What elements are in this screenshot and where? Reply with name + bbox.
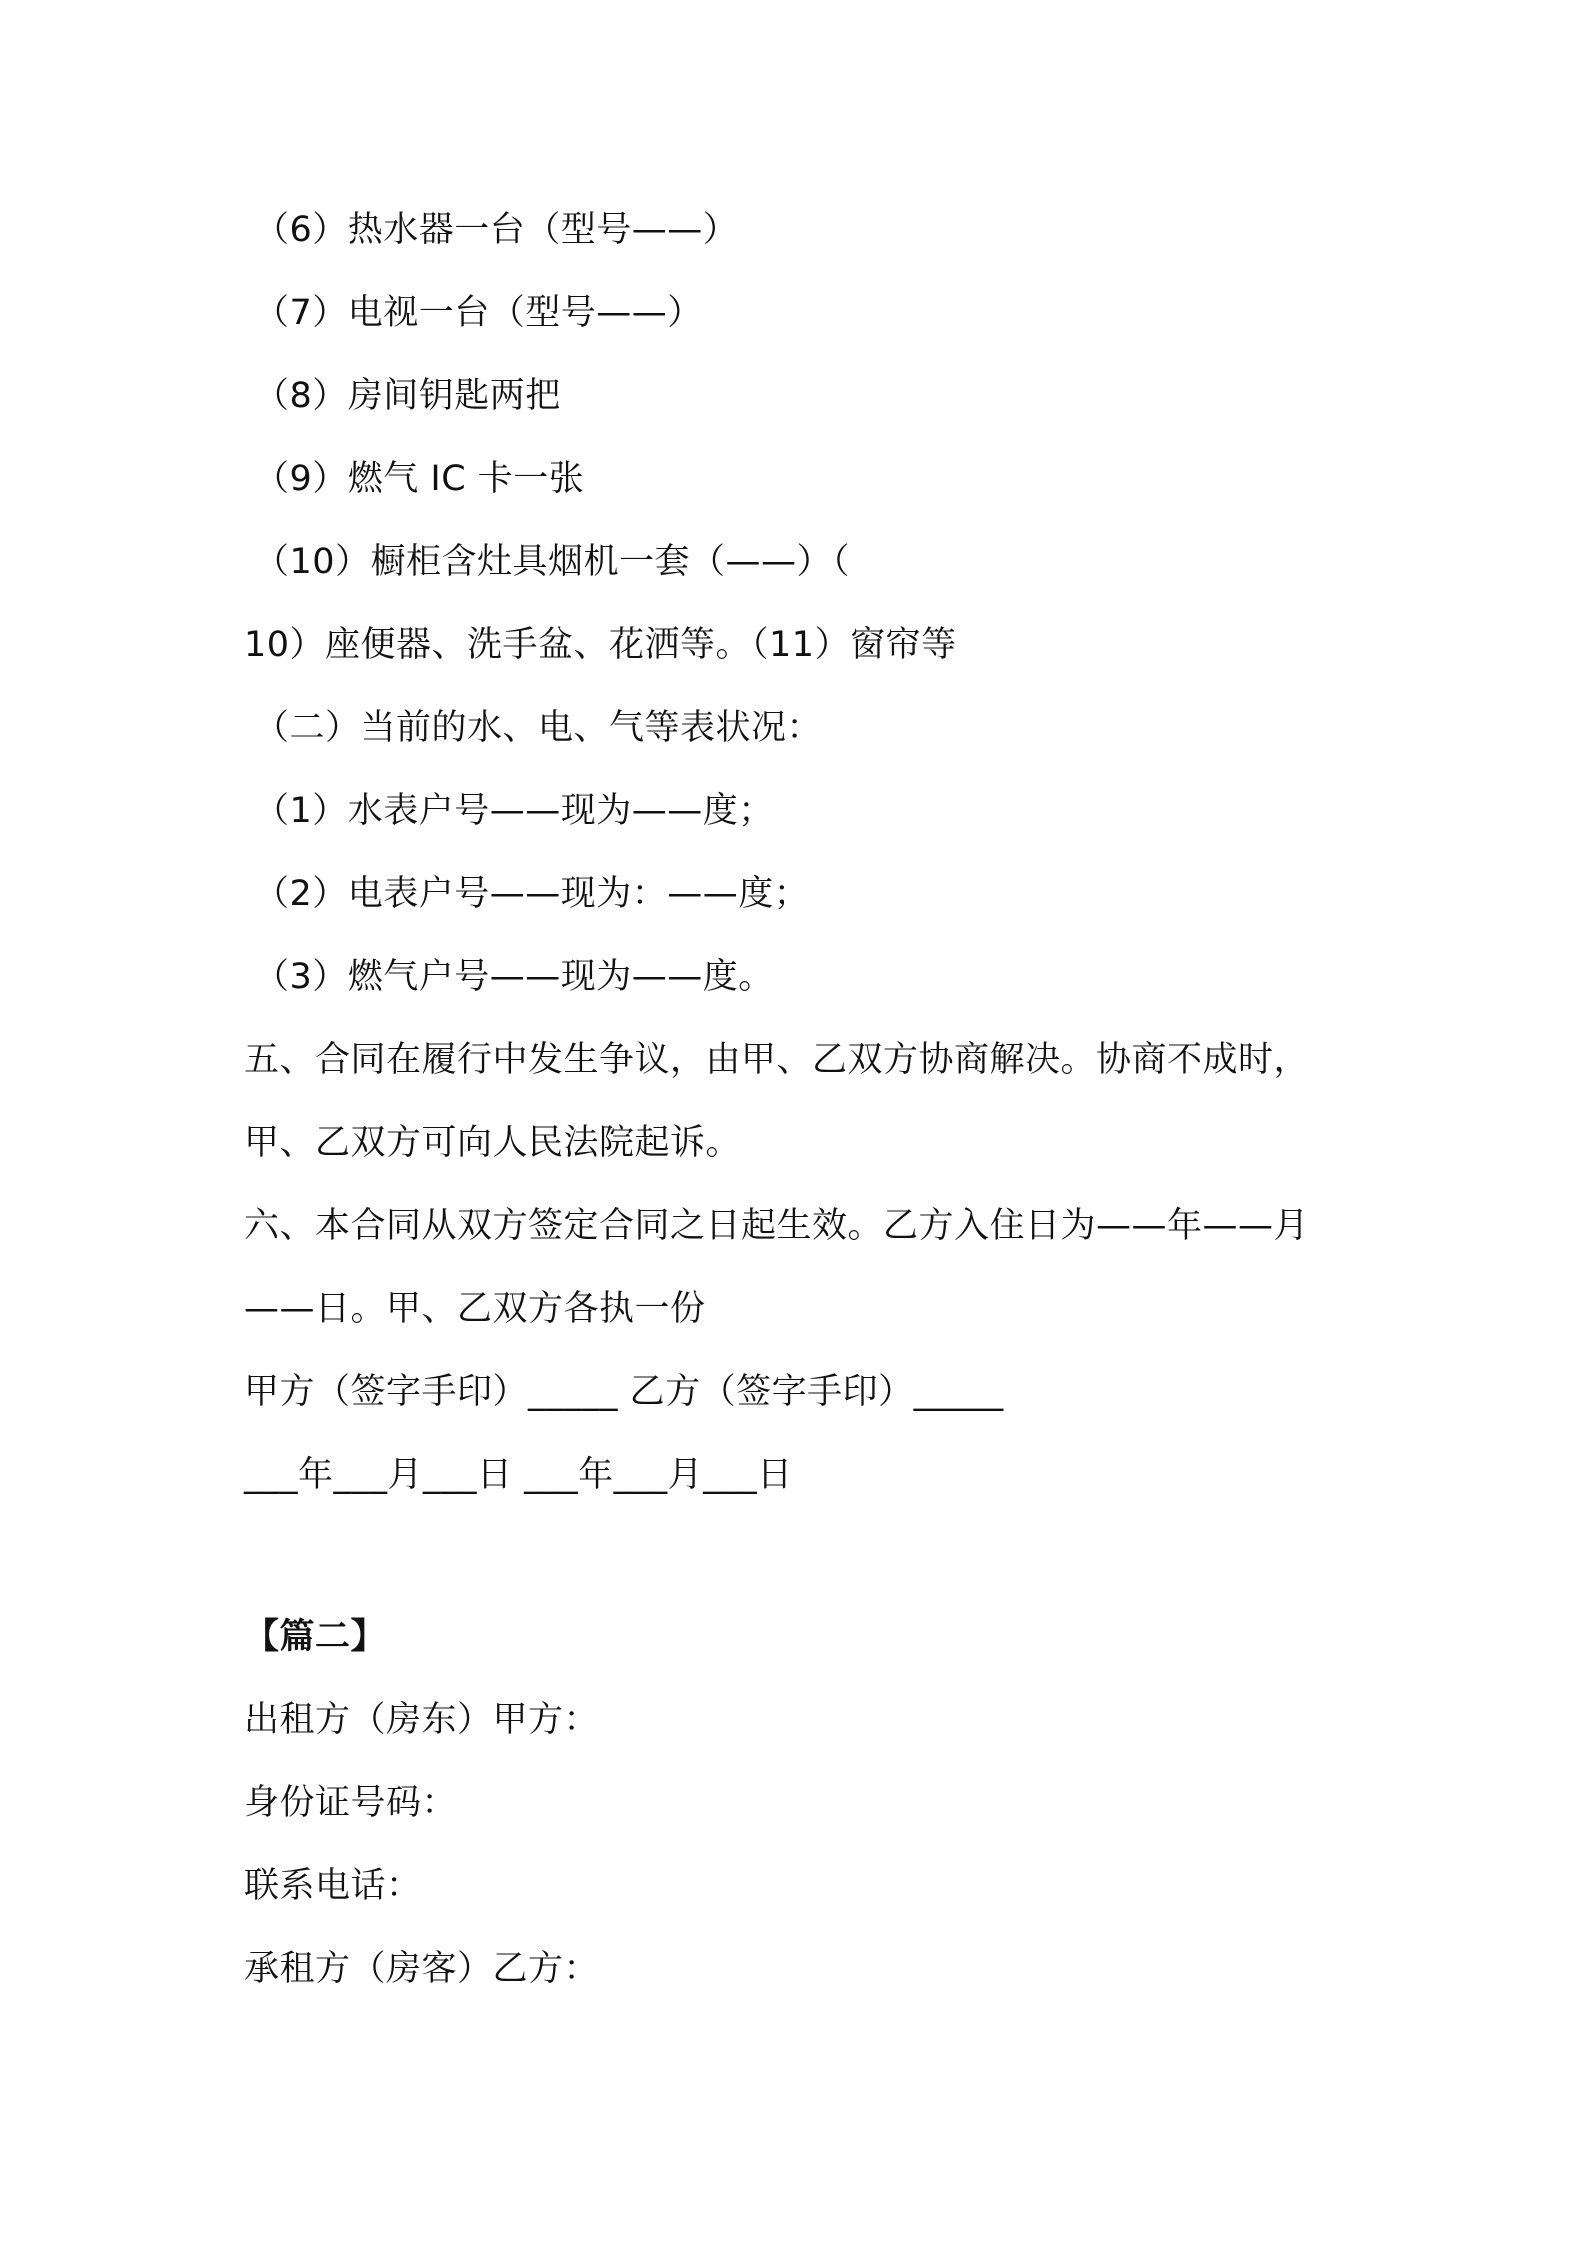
text-line: 10）座便器、洗手盆、花洒等。（11）窗帘等 [244, 625, 957, 665]
text-line: 六、本合同从双方签定合同之日起生效。乙方入住日为——年——月 [244, 1206, 1310, 1246]
text-line: （1）水表户号——现为——度； [254, 791, 774, 831]
text-line: （10）橱柜含灶具烟机一套（——）（ [254, 542, 851, 582]
text-line: 五、合同在履行中发生争议，由甲、乙双方协商解决。协商不成时， [244, 1040, 1310, 1080]
text-line: （二）当前的水、电、气等表状况： [254, 708, 823, 748]
text-line: ——日。甲、乙双方各执一份 [244, 1289, 706, 1329]
date-line: ___年___月___日 ___年___月___日 [244, 1455, 793, 1495]
text-line: 出租方（房东）甲方： [244, 1700, 600, 1740]
text-line: （6）热水器一台（型号——） [254, 210, 739, 250]
text-line: （2）电表户号——现为：——度； [254, 874, 810, 914]
text-line: 承租方（房客）乙方： [244, 1949, 600, 1989]
text-line: （3）燃气户号——现为——度。 [254, 957, 774, 997]
signature-line: 甲方（签字手印）_____ 乙方（签字手印）_____ [244, 1372, 1004, 1412]
text-line: （9）燃气 IC 卡一张 [254, 459, 585, 499]
text-line: （7）电视一台（型号——） [254, 293, 703, 333]
text-line: 身份证号码： [244, 1783, 458, 1823]
section-heading: 【篇二】 [244, 1617, 387, 1657]
text-line: （8）房间钥匙两把 [254, 376, 561, 416]
text-line: 甲、乙双方可向人民法院起诉。 [244, 1123, 742, 1163]
text-line: 联系电话： [244, 1866, 422, 1906]
